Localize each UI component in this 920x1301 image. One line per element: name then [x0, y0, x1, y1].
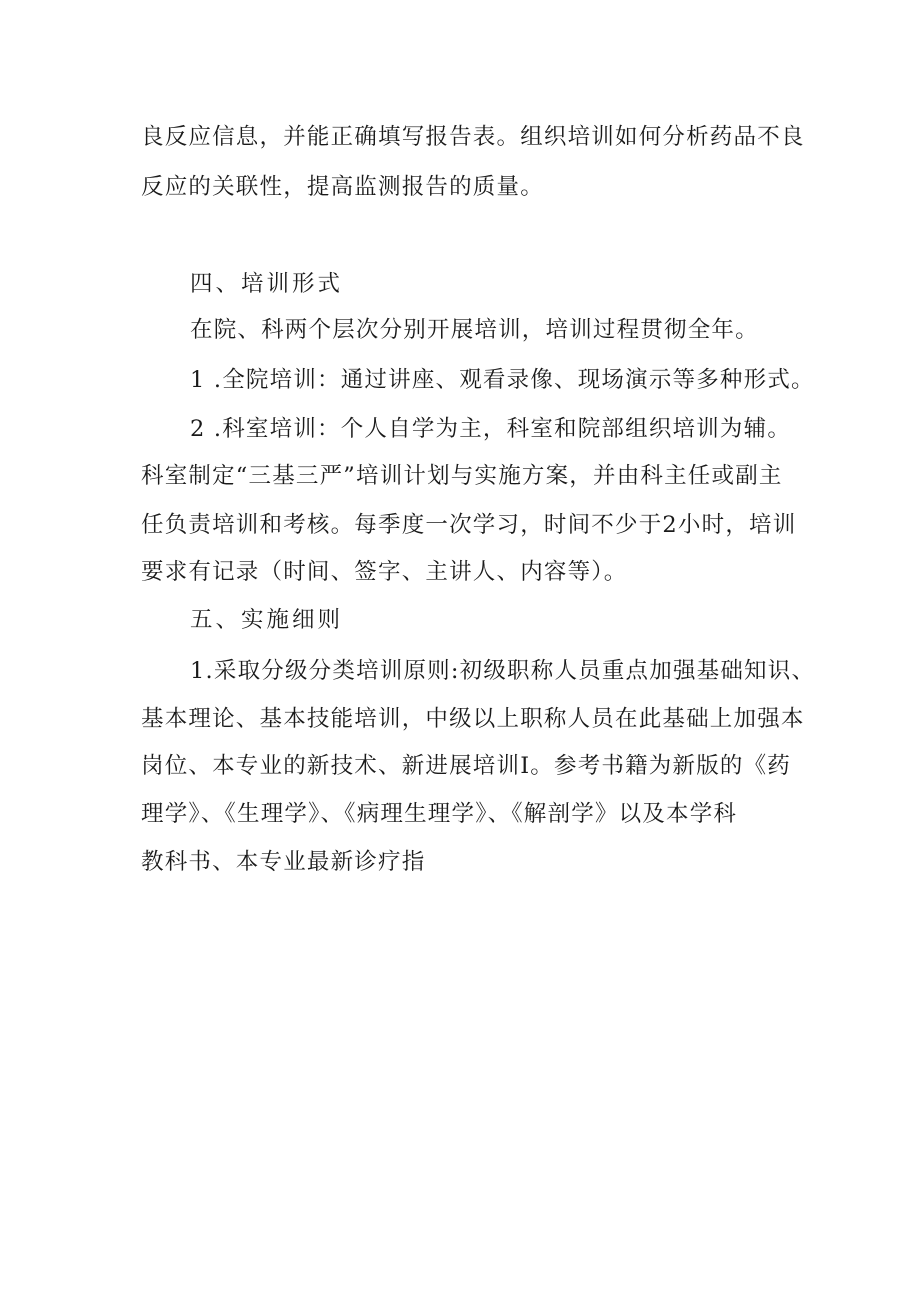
paragraph-line: 基本理论、基本技能培训，中级以上职称人员在此基础上加强本	[141, 706, 805, 732]
paragraph-line: 反应的关联性，提高监测报告的质量。	[141, 174, 544, 200]
paragraph-line: 科室制定“三基三严”培训计划与实施方案，并由科主任或副主	[141, 463, 783, 489]
paragraph-line: 理学》、《生理学》、《病理生理学》、《解剖学》以及本学科	[141, 801, 738, 827]
paragraph-line: 任负责培训和考核。每季度一次学习，时间不少于2小时，培训	[141, 512, 797, 538]
list-item-department-training: 2 .科室培训：个人自学为主，科室和院部组织培训为辅。	[190, 416, 792, 442]
paragraph-line: 要求有记录（时间、签字、主讲人、内容等）。	[141, 559, 628, 585]
section-heading-training-form: 四、培训形式	[190, 271, 344, 297]
paragraph-line: 岗位、本专业的新技术、新进展培训I。参考书籍为新版的《药	[141, 753, 791, 779]
list-item-graded-training: 1.采取分级分类培训原则:初级职称人员重点加强基础知识、	[190, 658, 816, 684]
paragraph-line: 在院、科两个层次分别开展培训，培训过程贯彻全年。	[190, 317, 759, 343]
list-item-hospital-training: 1 .全院培训：通过讲座、观看录像、现场演示等多种形式。	[190, 367, 815, 393]
section-heading-implementation-rules: 五、实施细则	[190, 607, 344, 633]
paragraph-line: 良反应信息，并能正确填写报告表。组织培训如何分析药品不良	[141, 124, 805, 150]
paragraph-line: 教科书、本专业最新诊疗指	[141, 849, 426, 875]
